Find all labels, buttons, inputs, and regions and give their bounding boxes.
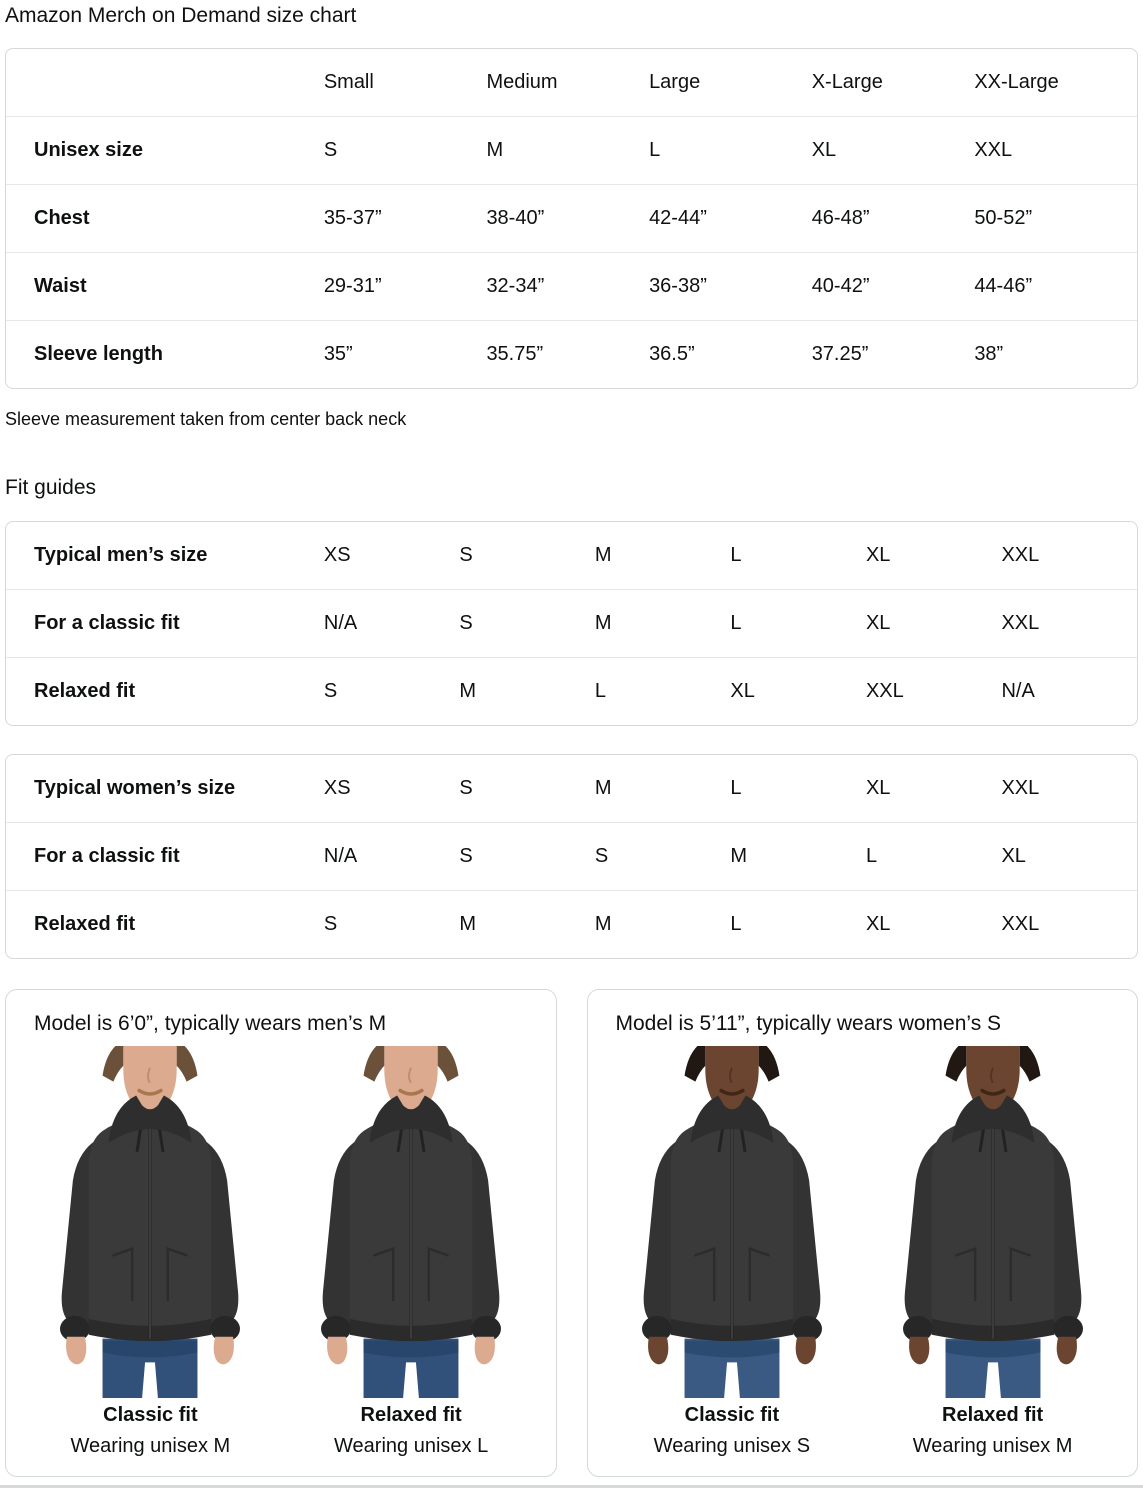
fit-cell: S	[459, 755, 595, 823]
size-cell: 36.5”	[649, 343, 695, 365]
fit-cell: N/A	[324, 590, 460, 658]
model-cards	[5, 989, 1138, 1477]
fit-caption: Relaxed fit	[360, 1404, 462, 1426]
wearing-caption: Wearing unisex M	[70, 1435, 231, 1457]
model-photo-classic-female	[613, 1046, 851, 1398]
fit-cell: S	[323, 913, 338, 935]
size-cell: L	[649, 117, 812, 185]
size-cell: 35”	[323, 343, 353, 365]
fit-cell: XL	[866, 522, 1002, 590]
page-title: Amazon Merch on Demand size chart	[5, 4, 357, 27]
fit-cell: XS	[324, 755, 460, 823]
row-label: Relaxed fit	[34, 913, 136, 935]
row-label: Waist	[6, 253, 324, 321]
size-cell: 32-34”	[486, 253, 649, 321]
fit-cell: M	[459, 913, 477, 935]
mens-relaxed-figure	[281, 1046, 542, 1458]
model-card-title: Model is 5’11”, typically wears women’s S	[615, 1012, 1002, 1035]
row-waist	[6, 253, 1137, 321]
model-card-title: Model is 6’0”, typically wears men’s M	[34, 1012, 387, 1035]
fit-caption: Classic fit	[684, 1404, 780, 1426]
row-label: Chest	[6, 185, 324, 253]
fit-cell: L	[730, 755, 866, 823]
size-cell: 36-38”	[649, 253, 812, 321]
row-label: Typical women’s size	[6, 755, 324, 823]
fit-cell: L	[730, 522, 866, 590]
row-label: Unisex size	[6, 117, 324, 185]
wearing-caption: Wearing unisex M	[912, 1435, 1073, 1457]
row-typical-mens-size	[6, 522, 1137, 590]
row-unisex-size	[6, 117, 1137, 185]
sleeve-measurement-note: Sleeve measurement taken from center back neck	[5, 409, 407, 429]
corner-cell	[6, 49, 324, 117]
fit-cell: M	[595, 590, 731, 658]
size-cell: 38-40”	[486, 185, 649, 253]
size-cell: 35-37”	[324, 185, 487, 253]
column-header-medium: Medium	[486, 49, 649, 117]
column-header-large: Large	[649, 49, 812, 117]
fit-cell: L	[594, 680, 607, 702]
size-cell: XL	[812, 117, 975, 185]
womens-model-card	[587, 989, 1139, 1477]
size-cell: XXL	[974, 117, 1137, 185]
model-photo-classic-male	[31, 1046, 269, 1398]
fit-cell: XXL	[1001, 590, 1137, 658]
row-label: For a classic fit	[6, 590, 324, 658]
size-chart-table	[5, 48, 1138, 389]
mens-classic-figure	[20, 1046, 281, 1458]
row-label: Typical men’s size	[6, 522, 324, 590]
row-label: Sleeve length	[34, 343, 163, 365]
fit-caption: Classic fit	[103, 1404, 198, 1426]
fit-cell: S	[595, 823, 731, 891]
fit-cell: XL	[866, 755, 1002, 823]
row-label: Relaxed fit	[34, 680, 136, 702]
column-header-xx-large: XX-Large	[974, 49, 1137, 117]
row-mens-relaxed-fit	[6, 658, 1137, 725]
fit-cell: L	[866, 823, 1002, 891]
fit-cell: N/A	[324, 823, 460, 891]
size-cell: 50-52”	[974, 185, 1137, 253]
fit-cell: XXL	[1001, 913, 1040, 935]
fit-cell: M	[459, 680, 477, 702]
fit-cell: XL	[865, 913, 891, 935]
fit-cell: XXL	[1001, 755, 1137, 823]
size-chart-header-row	[6, 49, 1137, 117]
size-cell: 46-48”	[812, 185, 975, 253]
fit-cell: S	[459, 522, 595, 590]
row-chest	[6, 185, 1137, 253]
wearing-caption: Wearing unisex L	[334, 1435, 489, 1457]
wearing-caption: Wearing unisex S	[653, 1435, 811, 1457]
size-cell: 44-46”	[974, 253, 1137, 321]
size-cell: M	[486, 117, 649, 185]
row-typical-womens-size	[6, 755, 1137, 823]
row-womens-relaxed-fit	[6, 891, 1137, 958]
section-divider	[0, 1485, 1143, 1488]
row-label: For a classic fit	[6, 823, 324, 891]
fit-cell: XXL	[1001, 522, 1137, 590]
fit-cell: S	[459, 823, 595, 891]
fit-cell: XL	[1001, 823, 1137, 891]
fit-cell: M	[730, 823, 866, 891]
model-photo-relaxed-male	[292, 1046, 530, 1398]
fit-cell: N/A	[1001, 680, 1035, 702]
fit-guides-heading: Fit guides	[5, 476, 97, 499]
column-header-small: Small	[324, 49, 487, 117]
row-womens-classic-fit	[6, 823, 1137, 891]
size-cell: 42-44”	[649, 185, 812, 253]
fit-cell: L	[730, 913, 742, 935]
size-cell: S	[324, 117, 487, 185]
fit-cell: M	[595, 755, 731, 823]
column-header-x-large: X-Large	[812, 49, 975, 117]
size-cell: 38”	[974, 343, 1004, 365]
womens-relaxed-figure	[862, 1046, 1123, 1458]
fit-cell: M	[595, 522, 731, 590]
womens-fit-table	[5, 754, 1138, 959]
fit-cell: XS	[324, 522, 460, 590]
size-cell: 29-31”	[324, 253, 487, 321]
model-photo-relaxed-female	[874, 1046, 1112, 1398]
fit-cell: XL	[866, 590, 1002, 658]
size-cell: 37.25”	[811, 343, 869, 365]
fit-cell: XXL	[865, 680, 904, 702]
fit-cell: M	[594, 913, 612, 935]
row-sleeve-length	[6, 321, 1137, 388]
womens-classic-figure	[602, 1046, 863, 1458]
row-mens-classic-fit	[6, 590, 1137, 658]
mens-fit-table	[5, 521, 1138, 726]
size-cell: 35.75”	[486, 343, 544, 365]
size-cell: 40-42”	[812, 253, 975, 321]
fit-caption: Relaxed fit	[942, 1404, 1044, 1426]
mens-model-card	[5, 989, 557, 1477]
fit-cell: S	[459, 590, 595, 658]
fit-cell: XL	[730, 680, 755, 702]
fit-cell: L	[730, 590, 866, 658]
fit-cell: S	[323, 680, 338, 702]
